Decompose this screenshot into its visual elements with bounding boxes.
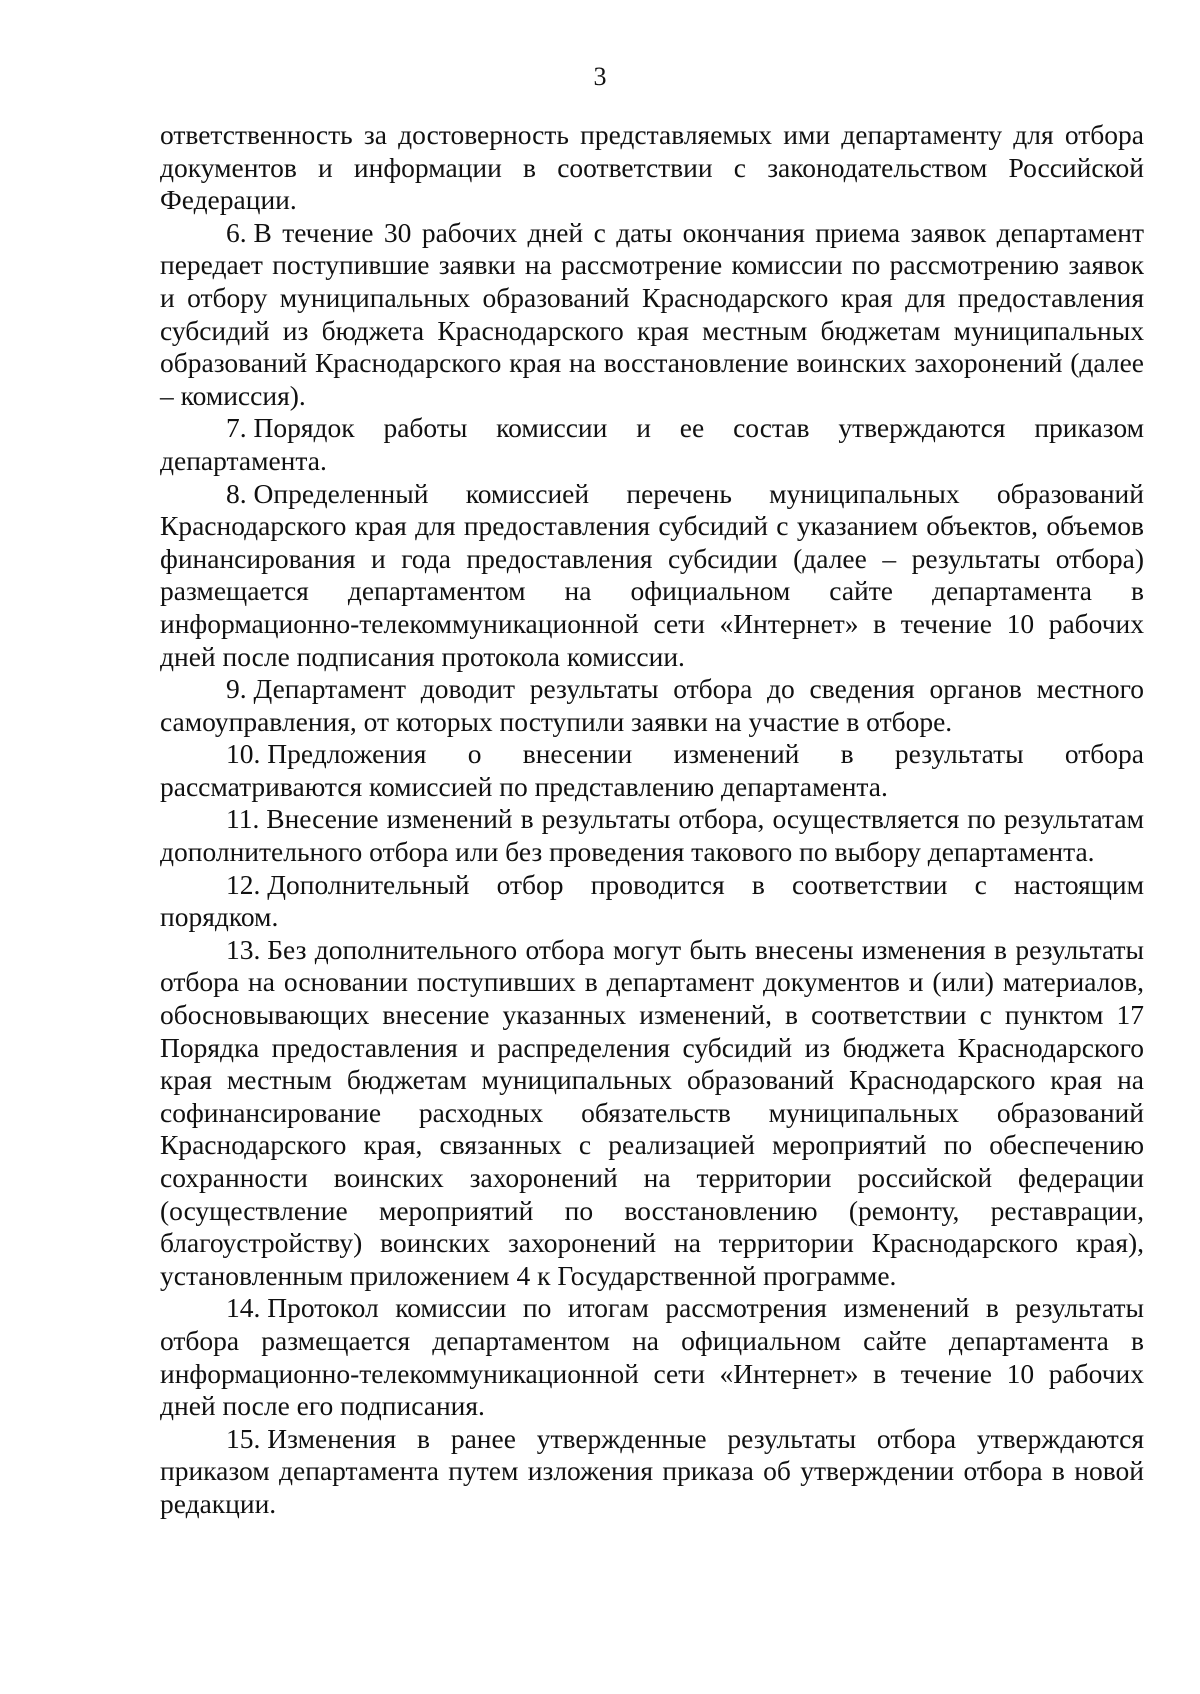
paragraph-number: 13. [226,933,261,965]
paragraph-item-6 [160,217,1144,413]
paragraph-text: Без дополнительного отбора могут быть внесены изменения в результаты отбора на основании поступивших в департамент документов и (или) материалов, обосновывающих внесение указанных изменений, в соответствии с пунктом 17 Порядка предоставления и распределения субсидий из бюджета Краснодарского края местным бюджетам муниципальных образований Краснодарского края на софинансирование расходных обязательств муниципальных образований Краснодарского края, связанных с реализацией мероприятий по обеспечению сохранности воинских захоронений на территории российской федерации (осуществление мероприятий по восстановлению (ремонту, реставрации, благоустройству) воинских захоронений на территории Краснодарского края), установленным приложением 4 к Государственной программе. [160,933,1144,1291]
paragraph-text: Дополнительный отбор проводится в соответствии с настоящим порядком. [160,868,1144,933]
paragraph-text: В течение 30 рабочих дней с даты окончания приема заявок департамент передает поступившие заявки на рассмотрение комиссии по рассмотрению заявок и отбору муниципальных образований Краснодарского края для предоставления субсидий из бюджета Краснодарского края местным бюджетам муниципальных образований Краснодарского края на восстановление воинских захоронений (далее – комиссия). [160,216,1144,411]
paragraph-text: Определенный комиссией перечень муниципальных образований Краснодарского края для предоставления субсидий с указанием объектов, объемов финансирования и года предоставления субсидии (далее – результаты отбора) размещается департаментом на официальном сайте департамента в информационно-телекоммуникационной сети «Интернет» в течение 10 рабочих дней после подписания протокола комиссии. [160,477,1144,672]
paragraph-text: Протокол комиссии по итогам рассмотрения изменений в результаты отбора размещается департаментом на официальном сайте департамента в информационно-телекоммуникационной сети «Интернет» в течение 10 рабочих дней после его подписания. [160,1292,1144,1422]
paragraph-text: Департамент доводит результаты отбора до сведения органов местного самоуправления, от которых поступили заявки на участие в отборе. [160,673,1144,737]
page-number: 3 [593,62,607,91]
paragraph-number: 8. [226,477,247,509]
paragraph-text: Внесение изменений в результаты отбора, осуществляется по результатам дополнительного отбора или без проведения такового по выбору департамента. [160,803,1144,868]
paragraph-number: 15. [226,1422,261,1454]
paragraph-item-8 [160,478,1144,674]
paragraph-text: ответственность за достоверность представляемых ими департаменту для отбора документов и информации в соответствии с законодательством Российской Федерации. [160,119,1144,216]
paragraph-text: Изменения в ранее утвержденные результаты отбора утверждаются приказом департамента путем изложения приказа об утверждении отбора в новой редакции. [160,1422,1144,1519]
paragraph-item-15 [160,1423,1144,1521]
paragraph-number: 10. [226,738,261,770]
paragraph-text: Порядок работы комиссии и ее состав утверждаются приказом департамента. [160,412,1144,476]
paragraph-item-10 [160,738,1144,803]
paragraph-number: 11. [226,803,260,835]
paragraph-item-14 [160,1292,1144,1422]
paragraph-item-11 [160,803,1144,868]
paragraph-item-7 [160,412,1144,477]
paragraph-text: Предложения о внесении изменений в результаты отбора рассматриваются комиссией по представлению департамента. [160,738,1144,802]
paragraph-number: 14. [226,1292,261,1324]
paragraph-number: 7. [226,412,247,444]
document-body [160,119,1144,1521]
paragraph-number: 9. [226,673,247,705]
paragraph-number: 12. [226,868,261,900]
paragraph-item-12 [160,869,1144,934]
paragraph-continuation [160,119,1144,217]
paragraph-item-9 [160,673,1144,738]
paragraph-number: 6. [226,216,247,248]
paragraph-item-13 [160,934,1144,1293]
